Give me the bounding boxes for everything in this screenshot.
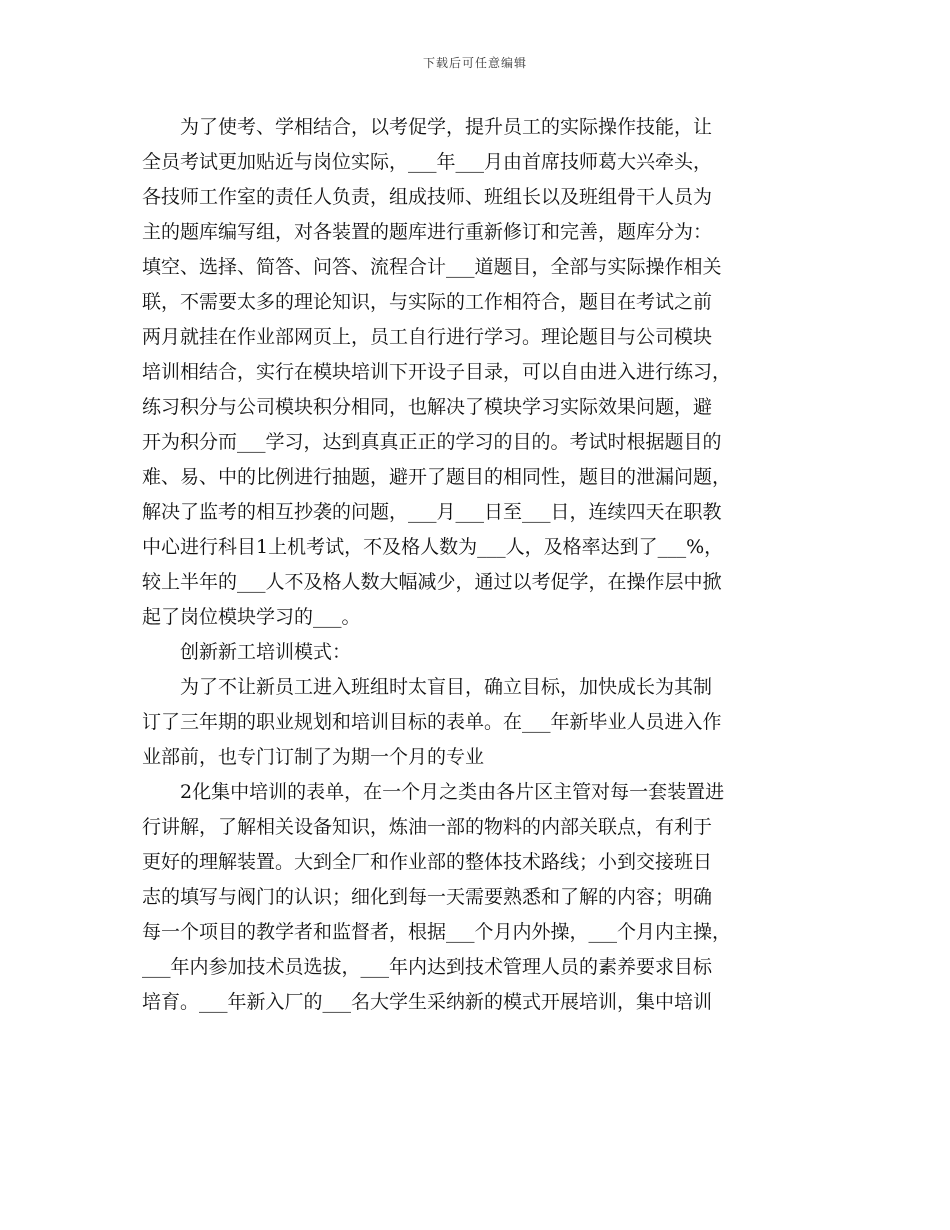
text-line: 难、易、中的比例进行抽题，避开了题目的相同性，题目的泄漏问题， <box>142 466 732 488</box>
text-line: 创新新工培训模式： <box>142 641 352 663</box>
text-line: 订了三年期的职业规划和培训目标的表单。在___年新毕业人员进入作 <box>142 711 722 733</box>
text-line: 更好的理解装置。大到全厂和作业部的整体技术路线；小到交接班日 <box>142 851 713 873</box>
text-line: 志的填写与阀门的认识；细化到每一天需要熟悉和了解的内容；明确 <box>142 886 713 908</box>
text-line: 练习积分与公司模块积分相同，也解决了模块学习实际效果问题，避 <box>142 396 713 418</box>
section-heading-new-staff-training <box>142 635 812 670</box>
text-line: 为了不让新员工进入班组时太盲目，确立目标，加快成长为其制 <box>142 676 713 698</box>
text-line: 为了使考、学相结合，以考促学，提升员工的实际操作技能，让 <box>142 116 713 138</box>
text-line: 中心进行科目1上机考试，不及格人数为___人，及格率达到了___%， <box>142 536 724 558</box>
text-line: 较上半年的___人不及格人数大幅减少，通过以考促学，在操作层中掀 <box>142 571 722 593</box>
text-line: 培育。___年新入厂的___名大学生采纳新的模式开展培训，集中培训 <box>142 991 713 1013</box>
text-line: 解决了监考的相互抄袭的问题，___月___日至___日，连续四天在职教 <box>142 501 722 523</box>
text-line: 行讲解，了解相关设备知识，炼油一部的物料的内部关联点，有利于 <box>142 816 713 838</box>
text-line: 每一个项目的教学者和监督者，根据___个月内外操，___个月内主操， <box>142 921 732 943</box>
text-line: 开为积分而___学习，达到真真正正的学习的目的。考试时根据题目的 <box>142 431 722 453</box>
text-line: 两月就挂在作业部网页上，员工自行进行学习。理论题目与公司模块 <box>142 326 713 348</box>
text-line: 联，不需要太多的理论知识，与实际的工作相符合，题目在考试之前 <box>142 291 713 313</box>
text-line: 培训相结合，实行在模块培训下开设子目录，可以自由进入进行练习， <box>142 361 732 383</box>
text-line: ___年内参加技术员选拔，___年内达到技术管理人员的素养要求目标 <box>142 956 713 978</box>
text-line: 各技师工作室的责任人负责，组成技师、班组长以及班组骨干人员为 <box>142 186 713 208</box>
document-body <box>142 110 812 1020</box>
text-line: 业部前，也专门订制了为期一个月的专业 <box>142 746 485 768</box>
text-line: 全员考试更加贴近与岗位实际，___年___月由首席技师葛大兴牵头， <box>142 151 713 173</box>
text-line: 起了岗位模块学习的___。 <box>142 606 361 628</box>
text-line: 2化集中培训的表单，在一个月之类由各片区主管对每一套装置进 <box>142 781 725 803</box>
paragraph-centralized-training <box>142 775 812 1020</box>
paragraph-exam-reform <box>142 110 812 635</box>
text-line: 主的题库编写组，对各装置的题库进行重新修订和完善，题库分为： <box>142 221 713 243</box>
paragraph-career-plan <box>142 670 812 775</box>
page-header: 下载后可任意编辑 <box>422 56 527 70</box>
text-line: 填空、选择、简答、问答、流程合计___道题目，全部与实际操作相关 <box>142 256 722 278</box>
